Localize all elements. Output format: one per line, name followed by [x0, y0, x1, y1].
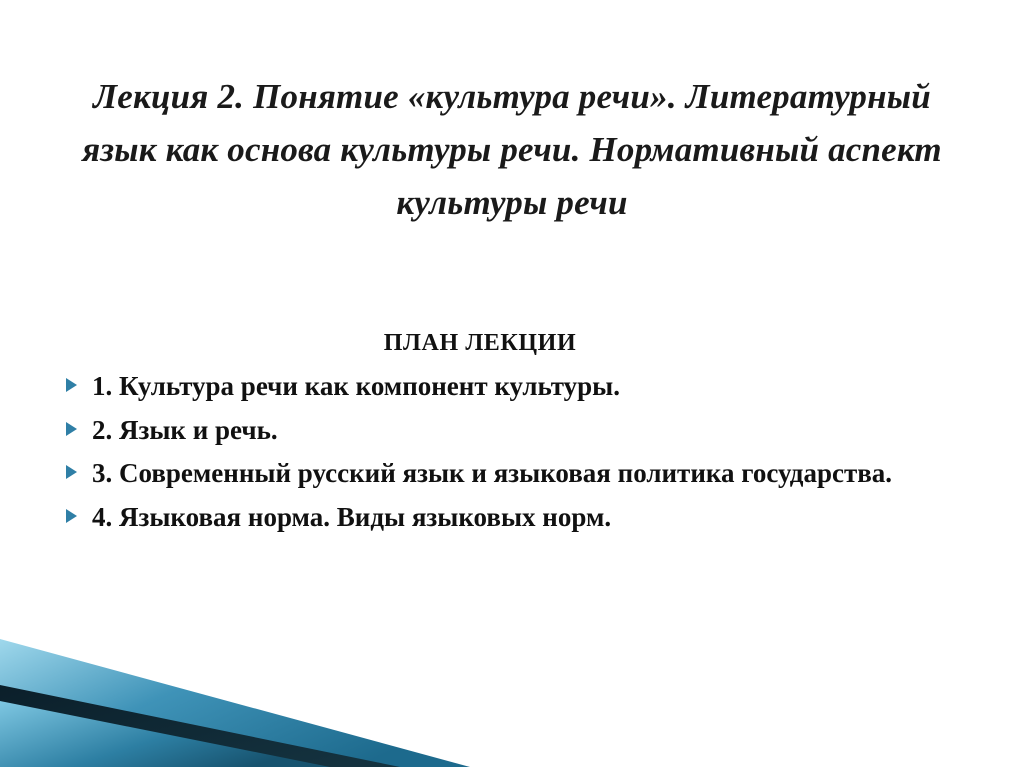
plan-heading: ПЛАН ЛЕКЦИИ	[383, 330, 577, 356]
list-item-label: 1. Культура речи как компонент культуры.	[92, 371, 621, 401]
triangle-bullet-icon	[66, 378, 77, 392]
page-title: Лекция 2. Понятие «культура речи». Литературный язык как основа культуры речи. Нормативный аспект культуры речи	[82, 77, 942, 223]
list-item-label: 3. Современный русский язык и языковая политика государства.	[92, 458, 893, 489]
list-item	[60, 452, 960, 496]
list-item	[60, 365, 960, 409]
triangle-bullet-icon	[66, 422, 77, 436]
list-item	[60, 409, 960, 453]
plan-section	[60, 330, 960, 540]
list-item-label: 2. Язык и речь.	[92, 414, 278, 445]
list-item-label: 4. Языковая норма. Виды языковых норм.	[92, 502, 612, 533]
list-item	[60, 496, 960, 540]
plan-list	[60, 365, 960, 540]
decorative-corner-graphic	[0, 627, 470, 767]
triangle-bullet-icon	[66, 465, 77, 479]
triangle-bullet-icon	[66, 509, 77, 523]
